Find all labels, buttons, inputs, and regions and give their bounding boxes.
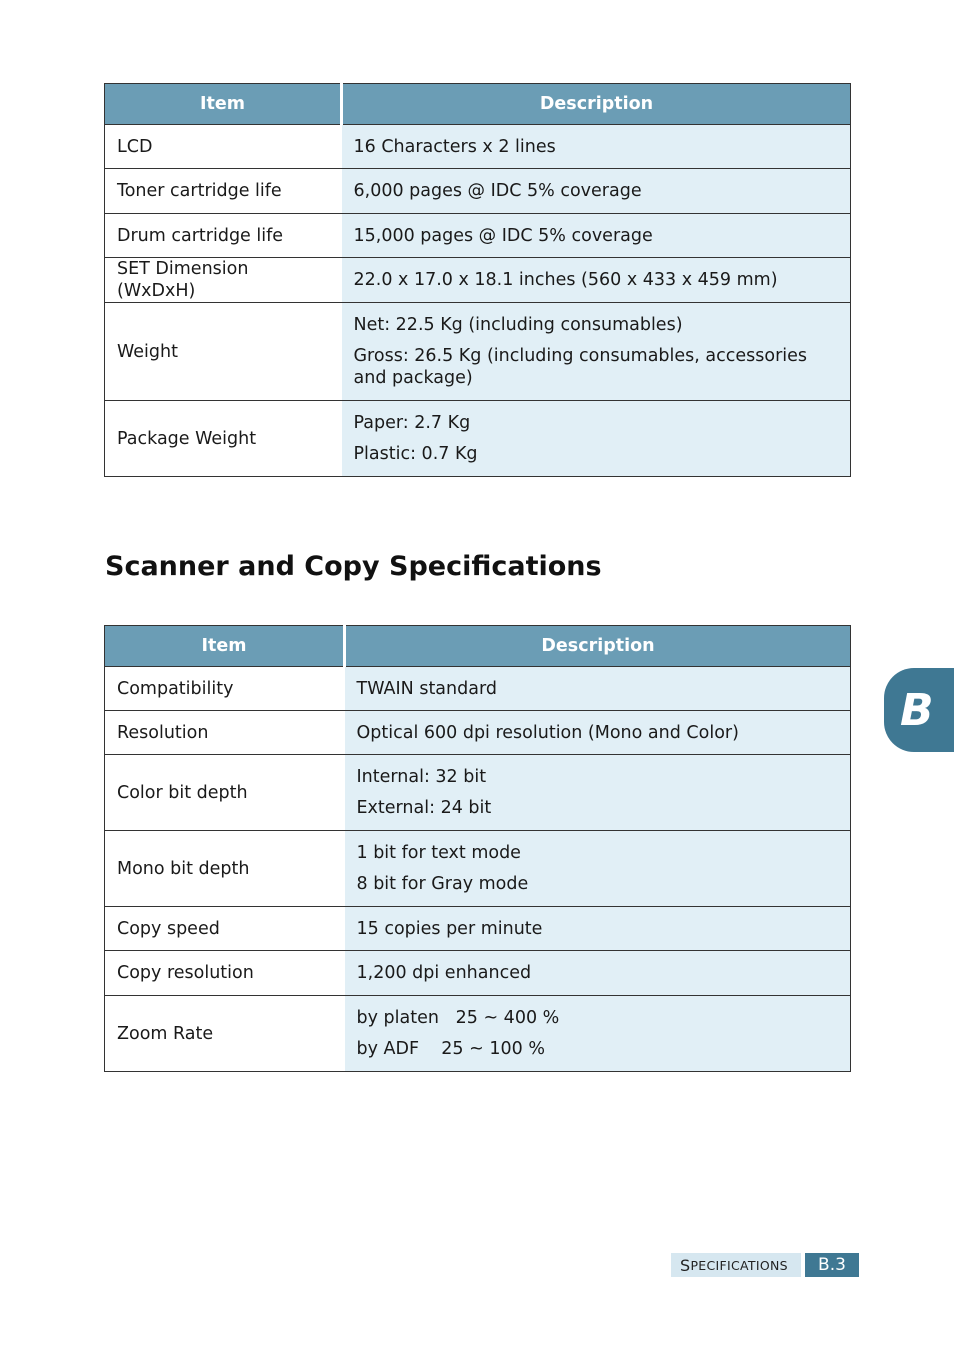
description-line: 16 Characters x 2 lines [353,136,556,157]
description-line: by ADF 25 ~ 100 % [356,1039,545,1059]
table-header-row [105,626,851,667]
table-row [105,951,851,996]
description-line: Plastic: 0.7 Kg [353,444,478,464]
cell-description [342,401,851,477]
page-number: B.3 [805,1253,859,1277]
cell-item: Mono bit depth [105,831,345,907]
table-row [105,258,851,303]
table-row [105,711,851,755]
column-header-item: Item [105,84,342,125]
table-header-row [105,84,851,125]
cell-description [345,831,851,907]
cell-item: Color bit depth [105,755,345,831]
column-header-description: Description [345,626,851,667]
description-line: 1 bit for text mode [356,843,521,863]
description-line: by platen 25 ~ 400 % [356,1008,560,1028]
description-line: TWAIN standard [356,678,497,699]
table-row [105,401,851,477]
cell-item: Resolution [105,711,345,755]
description-line: Paper: 2.7 Kg [353,413,471,433]
table-row [105,831,851,907]
table-row [105,996,851,1072]
cell-item: Zoom Rate [105,996,345,1072]
footer-section-initial: S [680,1255,691,1275]
cell-description [345,951,851,996]
cell-item: Copy resolution [105,951,345,996]
cell-description [342,125,851,169]
cell-description [345,711,851,755]
cell-item: Package Weight [105,401,342,477]
cell-description [345,667,851,711]
footer-section-label [671,1253,801,1277]
cell-description [342,169,851,214]
cell-item: Compatibility [105,667,345,711]
cell-description [342,303,851,401]
table-row [105,755,851,831]
section-title: Scanner and Copy Specifications [105,551,602,582]
table-row [105,214,851,258]
description-line: 15,000 pages @ IDC 5% coverage [353,225,653,246]
description-line: External: 24 bit [356,798,492,818]
cell-item: Copy speed [105,907,345,951]
cell-description [345,907,851,951]
table-row [105,125,851,169]
cell-item: SET Dimension (WxDxH) [105,258,342,303]
description-line: Internal: 32 bit [356,767,487,787]
column-header-description: Description [342,84,851,125]
spec-table-general [104,83,851,477]
description-line: Optical 600 dpi resolution (Mono and Color) [356,722,739,743]
cell-item: Toner cartridge life [105,169,342,214]
page-footer [671,1253,859,1277]
table-row [105,169,851,214]
description-line: 1,200 dpi enhanced [356,963,532,983]
cell-description [345,755,851,831]
table-row [105,303,851,401]
description-line: 8 bit for Gray mode [356,874,529,894]
cell-description [342,258,851,303]
table-row [105,667,851,711]
spec-table-scanner-copy [104,625,851,1072]
description-line: 15 copies per minute [356,918,543,939]
appendix-tab: B [884,668,954,752]
description-line: Gross: 26.5 Kg (including consumables, accessories and package) [353,346,813,388]
footer-section-rest: PECIFICATIONS [690,1257,788,1273]
table-row [105,907,851,951]
description-line: 6,000 pages @ IDC 5% coverage [353,181,642,201]
cell-description [345,996,851,1072]
cell-item: Weight [105,303,342,401]
description-line: 22.0 x 17.0 x 18.1 inches (560 x 433 x 459 mm) [353,270,778,290]
cell-description [342,214,851,258]
description-line: Net: 22.5 Kg (including consumables) [353,315,683,335]
cell-item: LCD [105,125,342,169]
column-header-item: Item [105,626,345,667]
cell-item: Drum cartridge life [105,214,342,258]
